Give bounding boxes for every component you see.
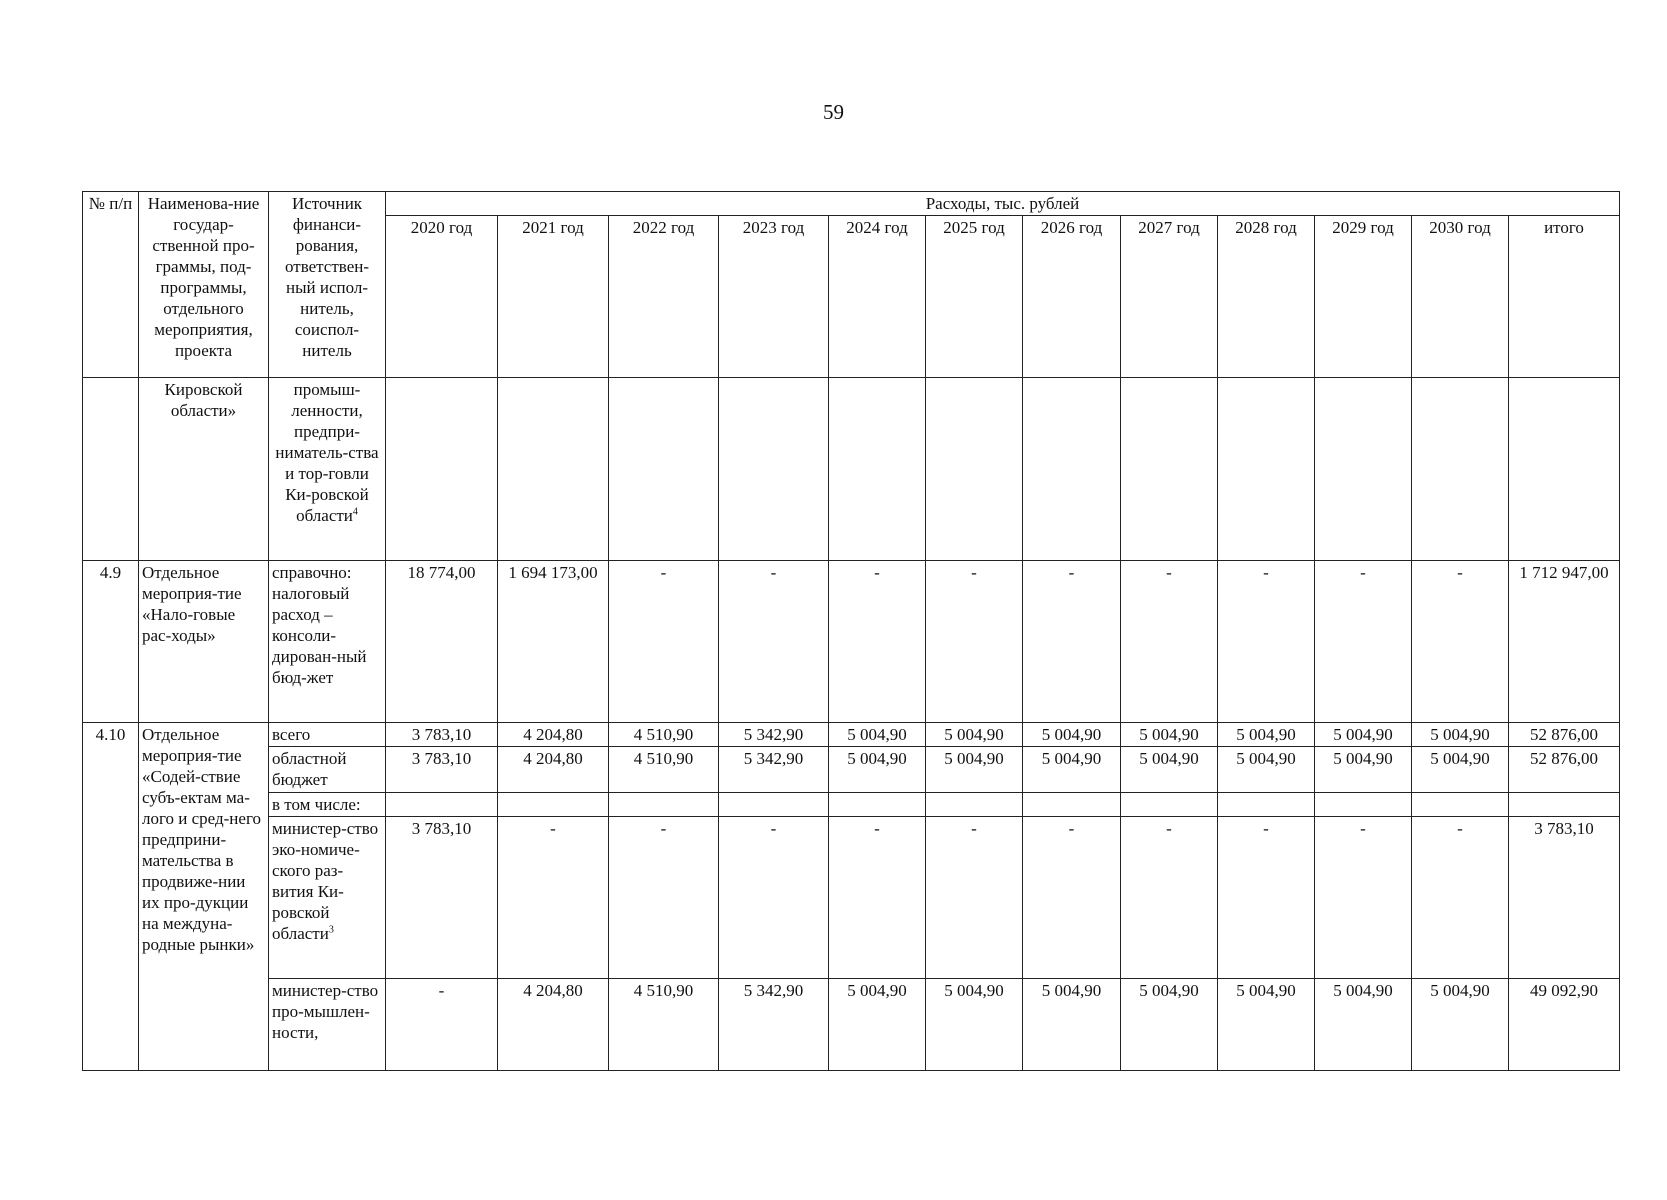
value-cell: 4 510,90 xyxy=(609,979,719,1071)
value-cell: 5 004,90 xyxy=(1121,979,1218,1071)
row-num: 4.10 xyxy=(83,723,139,1071)
value-cell: 4 510,90 xyxy=(609,747,719,793)
value-cell: 5 004,90 xyxy=(829,723,926,747)
year-2020: 2020 год xyxy=(386,216,498,378)
value-cell: - xyxy=(926,561,1023,723)
year-2030: 2030 год xyxy=(1412,216,1509,378)
value-cell: 5 004,90 xyxy=(1023,979,1121,1071)
row-name: Кировской области» xyxy=(139,378,269,561)
value-cell: - xyxy=(609,817,719,979)
value-cell: - xyxy=(926,817,1023,979)
value-cell: 4 204,80 xyxy=(498,747,609,793)
value-cell: 3 783,10 xyxy=(386,723,498,747)
year-2028: 2028 год xyxy=(1218,216,1315,378)
value-cell: 5 342,90 xyxy=(719,747,829,793)
value-cell: 52 876,00 xyxy=(1509,747,1620,793)
header-source: Источник финанси-рования, ответствен-ный испол-нитель, соиспол-нитель xyxy=(269,192,386,378)
value-cell: 5 004,90 xyxy=(1218,979,1315,1071)
page-number: 59 xyxy=(823,100,844,124)
row-source: промыш-ленности, предпри-ниматель-ства и тор-говли Ки-ровской области$^4$ xyxy=(269,378,386,561)
value-cell: 5 004,90 xyxy=(1121,723,1218,747)
value-cell: - xyxy=(1023,817,1121,979)
value-cell: 4 204,80 xyxy=(498,979,609,1071)
row-name: Отдельное мероприя-тие «Нало-говые рас-ходы» xyxy=(139,561,269,723)
value-cell: 52 876,00 xyxy=(1509,723,1620,747)
row-source: министер-ство эко-номиче-ского раз-вития Ки-ровской области$^3$ xyxy=(269,817,386,979)
value-cell: 4 510,90 xyxy=(609,723,719,747)
value-cell: - xyxy=(609,561,719,723)
value-cell: - xyxy=(1023,561,1121,723)
header-name: Наименова-ние государ-ственной про-граммы, под-программы, отдельного мероприятия, проекта xyxy=(139,192,269,378)
value-cell: 18 774,00 xyxy=(386,561,498,723)
value-cell: - xyxy=(829,561,926,723)
table-row xyxy=(83,979,1620,1071)
value-cell: 5 004,90 xyxy=(1023,747,1121,793)
table-row xyxy=(83,747,1620,793)
header-row xyxy=(83,192,1620,216)
value-cell: 5 004,90 xyxy=(1218,747,1315,793)
value-cell: - xyxy=(1412,561,1509,723)
value-cell: 5 342,90 xyxy=(719,723,829,747)
value-cell: - xyxy=(1315,561,1412,723)
value-cell: 5 004,90 xyxy=(1315,747,1412,793)
table-row xyxy=(83,561,1620,723)
header-num: № п/п xyxy=(83,192,139,378)
value-cell: 3 783,10 xyxy=(386,747,498,793)
value-cell: 5 004,90 xyxy=(1023,723,1121,747)
value-cell: 5 004,90 xyxy=(926,723,1023,747)
value-cell: 5 004,90 xyxy=(829,747,926,793)
year-2025: 2025 год xyxy=(926,216,1023,378)
row-num: 4.9 xyxy=(83,561,139,723)
value-cell: - xyxy=(1121,561,1218,723)
value-cell: 1 694 173,00 xyxy=(498,561,609,723)
year-2026: 2026 год xyxy=(1023,216,1121,378)
table-row xyxy=(83,793,1620,817)
value-cell: 5 004,90 xyxy=(1412,747,1509,793)
value-cell: 4 204,80 xyxy=(498,723,609,747)
year-2022: 2022 год xyxy=(609,216,719,378)
value-cell: 5 004,90 xyxy=(1315,723,1412,747)
row-source: в том числе: xyxy=(269,793,386,817)
year-2027: 2027 год xyxy=(1121,216,1218,378)
value-cell: 5 004,90 xyxy=(1315,979,1412,1071)
value-cell: 3 783,10 xyxy=(1509,817,1620,979)
row-source: областной бюджет xyxy=(269,747,386,793)
value-cell: 5 004,90 xyxy=(1218,723,1315,747)
budget-table xyxy=(82,191,1620,1071)
header-expenses: Расходы, тыс. рублей xyxy=(386,192,1620,216)
value-cell: - xyxy=(1218,817,1315,979)
value-cell: - xyxy=(386,979,498,1071)
value-cell: 5 004,90 xyxy=(926,979,1023,1071)
value-cell: - xyxy=(1315,817,1412,979)
value-cell: - xyxy=(498,817,609,979)
table-row xyxy=(83,817,1620,979)
value-cell: 5 342,90 xyxy=(719,979,829,1071)
row-name: Отдельное мероприя-тие «Содей-ствие субъ-ектам ма-лого и сред-него предприни-мательства в продвиже-нии их про-дукции на междуна-родные рынки» xyxy=(139,723,269,1071)
value-cell: 1 712 947,00 xyxy=(1509,561,1620,723)
year-2023: 2023 год xyxy=(719,216,829,378)
value-cell: 5 004,90 xyxy=(1412,979,1509,1071)
value-cell: 3 783,10 xyxy=(386,817,498,979)
table-row xyxy=(83,378,1620,561)
value-cell: 5 004,90 xyxy=(1412,723,1509,747)
value-cell: - xyxy=(829,817,926,979)
row-source: всего xyxy=(269,723,386,747)
row-num xyxy=(83,378,139,561)
value-cell: 5 004,90 xyxy=(926,747,1023,793)
row-source: справочно: налоговый расход – консоли-дирован-ный бюд-жет xyxy=(269,561,386,723)
year-2021: 2021 год xyxy=(498,216,609,378)
value-cell: - xyxy=(1121,817,1218,979)
value-cell: - xyxy=(1218,561,1315,723)
row-source: министер-ство про-мышлен-ности, xyxy=(269,979,386,1071)
value-cell: 49 092,90 xyxy=(1509,979,1620,1071)
table-row xyxy=(83,723,1620,747)
value-cell: 5 004,90 xyxy=(1121,747,1218,793)
value-cell: - xyxy=(719,817,829,979)
value-cell: 5 004,90 xyxy=(829,979,926,1071)
value-cell: - xyxy=(1412,817,1509,979)
value-cell: - xyxy=(719,561,829,723)
year-2029: 2029 год xyxy=(1315,216,1412,378)
year-2024: 2024 год xyxy=(829,216,926,378)
year-total: итого xyxy=(1509,216,1620,378)
